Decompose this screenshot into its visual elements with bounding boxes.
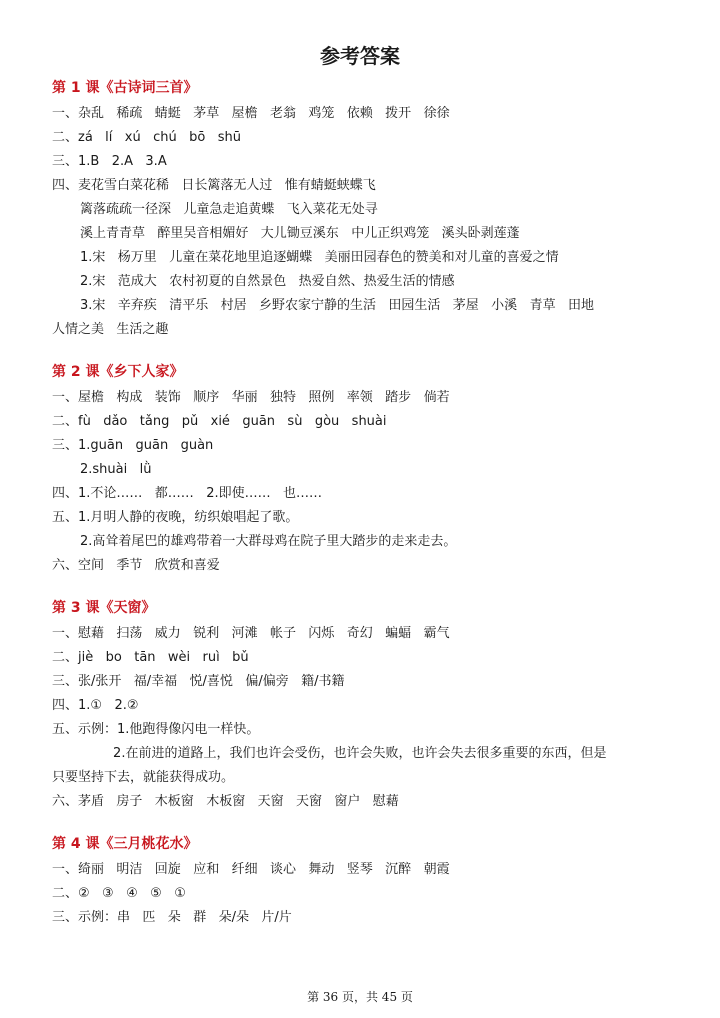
answer-line: 六、茅盾 房子 木板窗 木板窗 天窗 天窗 窗户 慰藉 bbox=[52, 794, 399, 809]
page-footer: 第 36 页，共 45 页 bbox=[307, 990, 413, 1004]
answer-line: 五、示例：1.他跑得像闪电一样快。 bbox=[52, 722, 260, 737]
answer-line: 四、1.① 2.② bbox=[52, 698, 139, 713]
answer-line: 二、② ③ ④ ⑤ ① bbox=[52, 886, 186, 901]
lesson-heading: 第 4 课《三月桃花水》 bbox=[52, 836, 198, 852]
lesson-section bbox=[52, 832, 672, 930]
answer-line: 2.shuài lǜ bbox=[80, 462, 152, 477]
lesson-section bbox=[52, 76, 672, 342]
page-title: 参考答案 bbox=[320, 44, 400, 68]
answer-line: 1.宋 杨万里 儿童在菜花地里追逐蝴蝶 美丽田园春色的赞美和对儿童的喜爱之情 bbox=[80, 250, 559, 265]
answer-line: 三、1.guān guān guàn bbox=[52, 438, 214, 453]
lesson-section bbox=[52, 596, 672, 814]
answer-line: 人情之美 生活之趣 bbox=[52, 322, 169, 337]
answer-line: 一、绮丽 明洁 回旋 应和 纤细 谈心 舞动 竖琴 沉醉 朝霞 bbox=[52, 862, 450, 877]
answer-line: 二、jiè bo tān wèi ruì bǔ bbox=[52, 650, 249, 665]
answer-line: 二、fù dǎo tǎng pǔ xié guān sù gòu shuài bbox=[52, 414, 387, 429]
answer-line: 六、空间 季节 欣赏和喜爱 bbox=[52, 558, 220, 573]
answer-line: 一、屋檐 构成 装饰 顺序 华丽 独特 照例 率领 踏步 倘若 bbox=[52, 390, 450, 405]
answer-line: 篱落疏疏一径深 儿童急走追黄蝶 飞入菜花无处寻 bbox=[80, 202, 378, 217]
answer-line: 三、1.B 2.A 3.A bbox=[52, 154, 167, 169]
answer-line: 四、麦花雪白菜花稀 日长篱落无人过 惟有蜻蜓蛱蝶飞 bbox=[52, 178, 376, 193]
answer-line: 五、1.月明人静的夜晚，纺织娘唱起了歌。 bbox=[52, 510, 299, 525]
answer-line: 溪上青青草 醉里吴音相媚好 大儿锄豆溪东 中儿正织鸡笼 溪头卧剥莲蓬 bbox=[80, 226, 520, 241]
answer-sections bbox=[52, 76, 672, 948]
answer-line: 一、杂乱 稀疏 蜻蜓 茅草 屋檐 老翁 鸡笼 依赖 拨开 徐徐 bbox=[52, 106, 450, 121]
answer-line: 四、1.不论…… 都…… 2.即使…… 也…… bbox=[52, 486, 322, 501]
lesson-section bbox=[52, 360, 672, 578]
answer-line: 二、zá lí xú chú bō shū bbox=[52, 130, 242, 145]
lesson-heading: 第 2 课《乡下人家》 bbox=[52, 364, 184, 380]
lesson-heading: 第 3 课《天窗》 bbox=[52, 600, 156, 616]
answer-line: 三、示例：串 匹 朵 群 朵/朵 片/片 bbox=[52, 910, 292, 925]
answer-line: 2.宋 范成大 农村初夏的自然景色 热爱自然、热爱生活的情感 bbox=[80, 274, 455, 289]
answer-line: 三、张/张开 福/幸福 悦/喜悦 偏/偏旁 籍/书籍 bbox=[52, 674, 345, 689]
answer-line: 只要坚持下去，就能获得成功。 bbox=[52, 770, 235, 785]
answer-line: 2.高耸着尾巴的雄鸡带着一大群母鸡在院子里大踏步的走来走去。 bbox=[80, 534, 457, 549]
answer-line: 2.在前进的道路上，我们也许会受伤，也许会失败，也许会失去很多重要的东西，但是 bbox=[80, 746, 607, 761]
lesson-heading: 第 1 课《古诗词三首》 bbox=[52, 80, 198, 96]
answer-line: 一、慰藉 扫荡 威力 锐利 河滩 帐子 闪烁 奇幻 蝙蝠 霸气 bbox=[52, 626, 450, 641]
answer-line: 3.宋 辛弃疾 清平乐 村居 乡野农家宁静的生活 田园生活 茅屋 小溪 青草 田地 bbox=[80, 298, 594, 313]
